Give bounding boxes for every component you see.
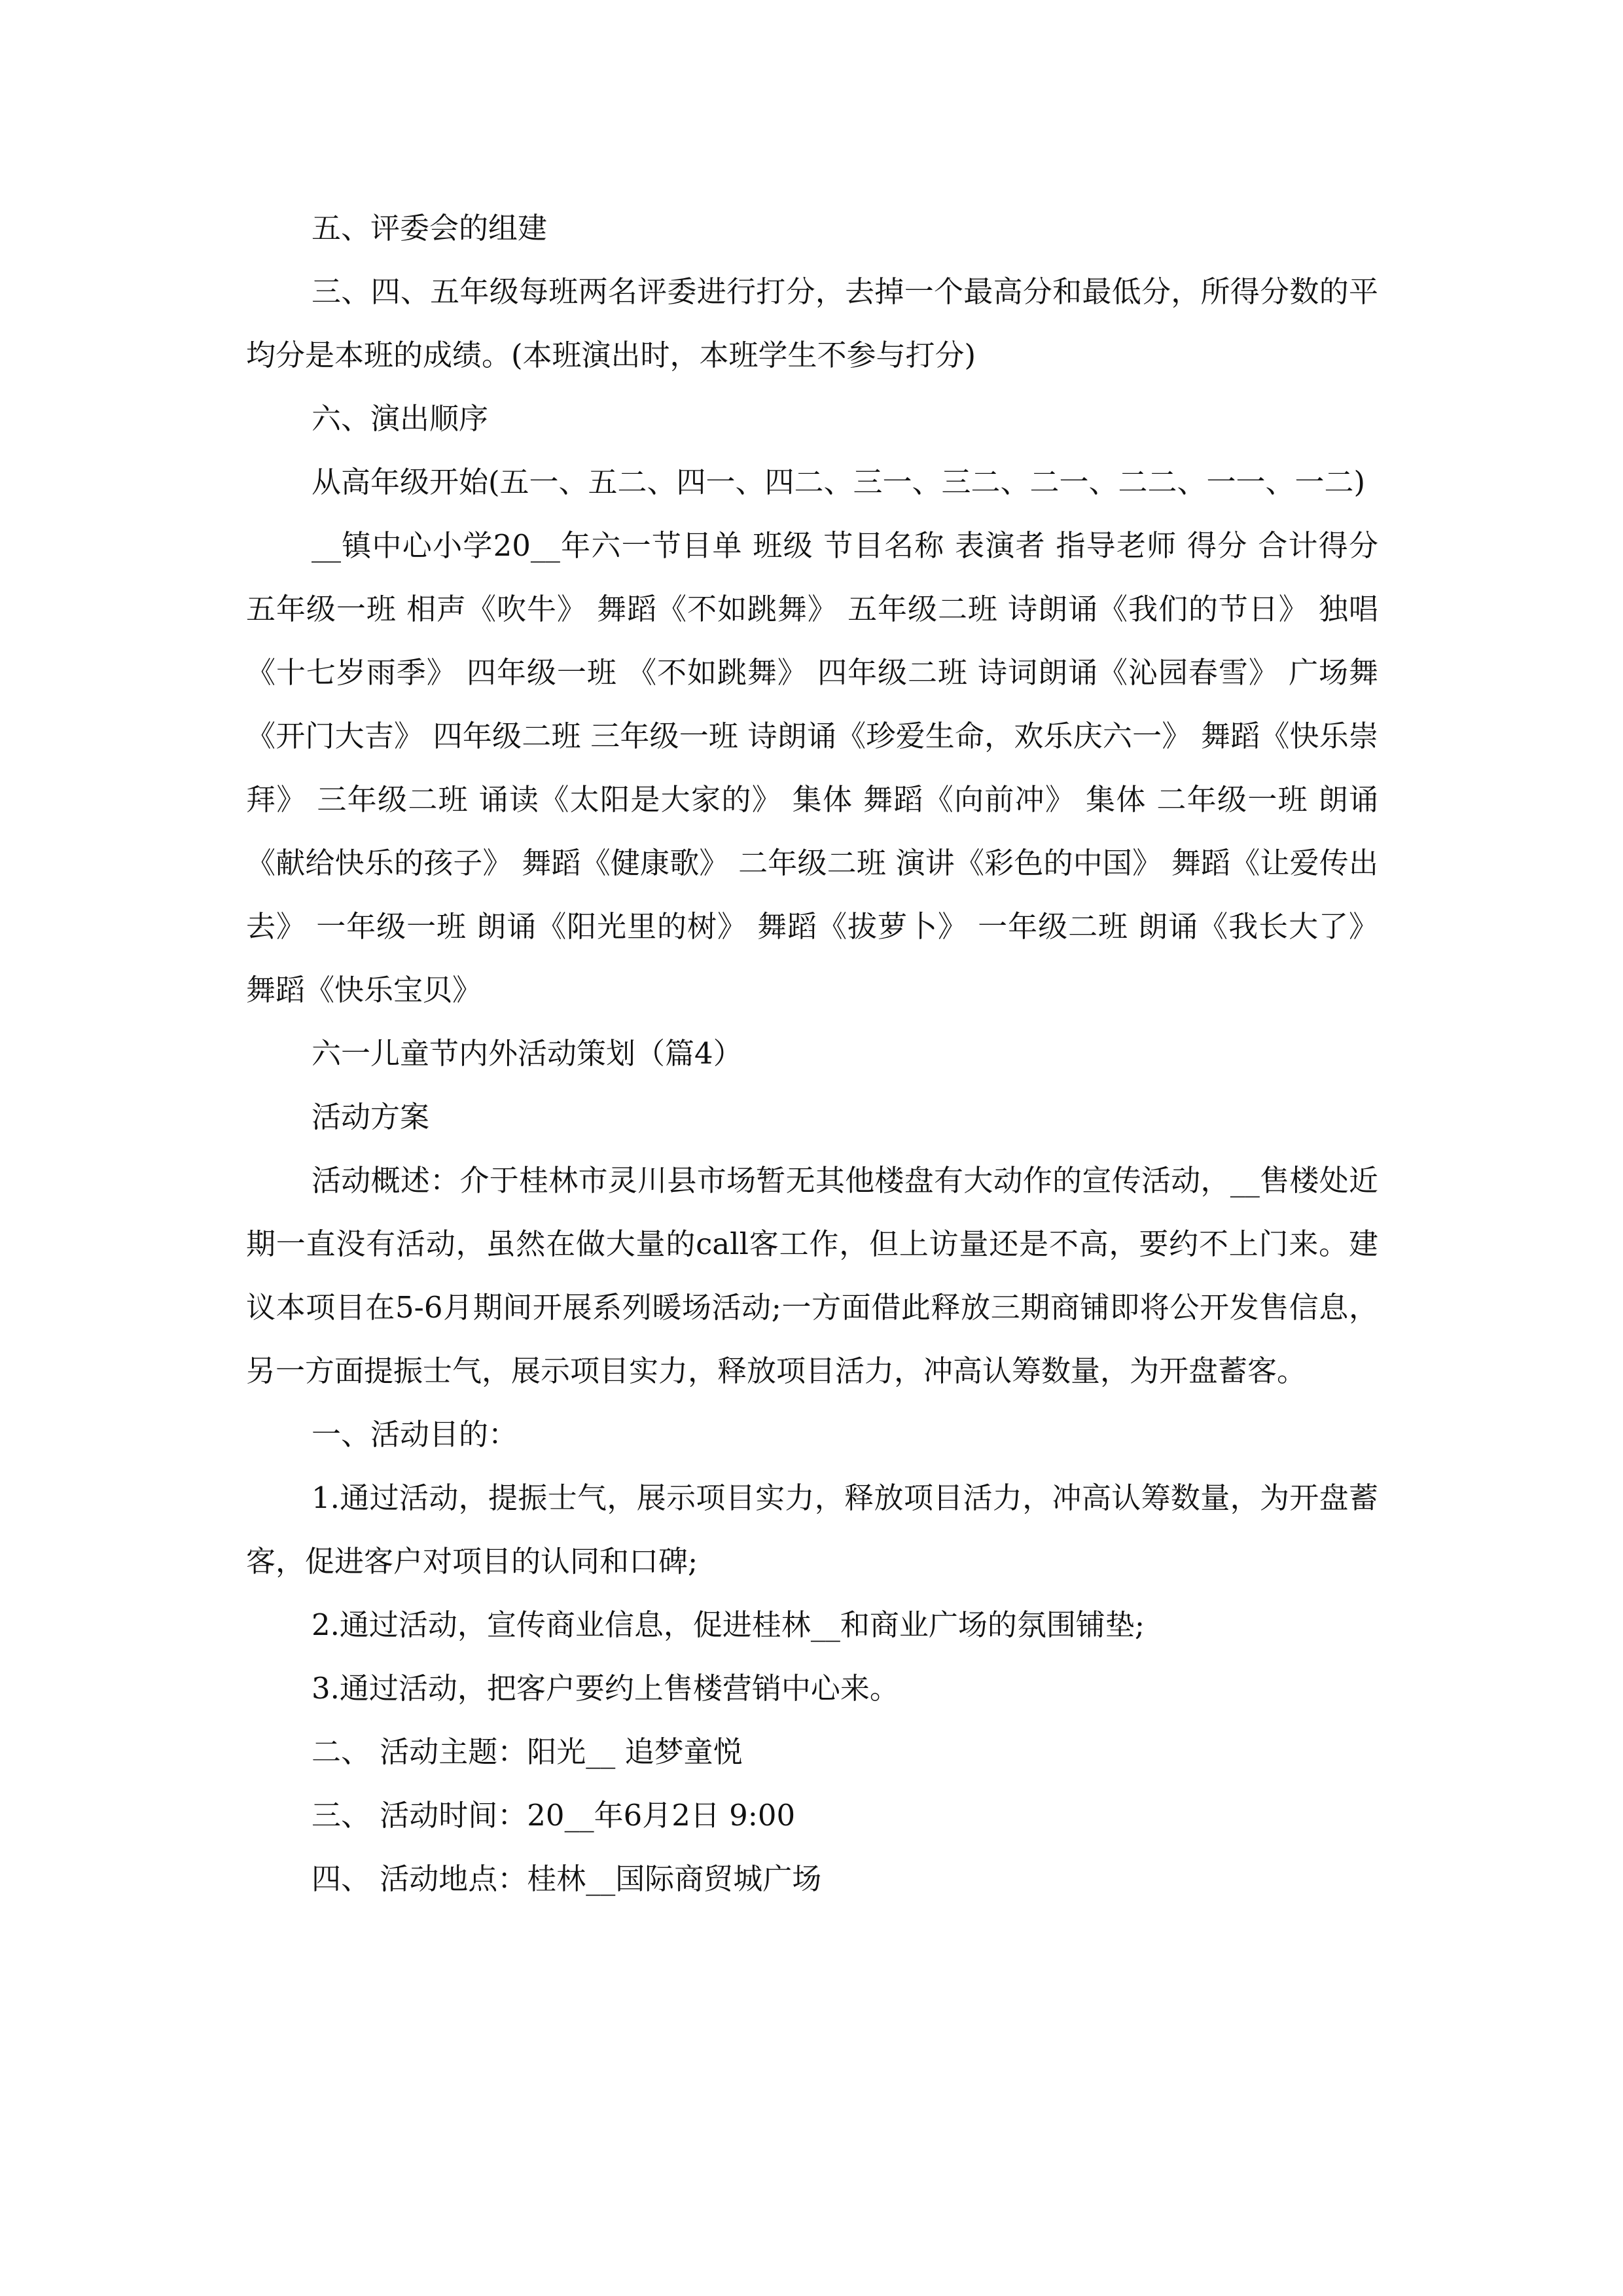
paragraph-program-list: __镇中心小学20__年六一节目单 班级 节目名称 表演者 指导老师 得分 合计得分 五年级一班 相声《吹牛》 舞蹈《不如跳舞》 五年级二班 诗朗诵《我们的节日》 独唱《十七岁雨季》 四年级一班 《不如跳舞》 四年级二班 诗词朗诵《沁园春雪》 广场舞《开门大吉》 四年级二班 三年级一班 诗朗诵《珍爱生命，欢乐庆六一》 舞蹈《快乐崇拜》 三年级二班 诵读《太阳是大家的》 集体 舞蹈《向前冲》 集体 二年级一班 朗诵《献给快乐的孩子》 舞蹈《健康歌》 二年级二班 演讲《彩色的中国》 舞蹈《让爱传出去》 一年级一班 朗诵《阳光里的树》 舞蹈《拔萝卜》 一年级二班 朗诵《我长大了》 舞蹈《快乐宝贝》 [246, 528, 1378, 1007]
paragraph-theme: 二、 活动主题：阳光__ 追梦童悦 [312, 1734, 743, 1769]
document-body [246, 196, 1378, 1910]
paragraph-location: 四、 活动地点：桂林__国际商贸城广场 [312, 1861, 822, 1896]
list-item-goal-1: 1.通过活动，提振士气，展示项目实力，释放项目活力，冲高认筹数量，为开盘蓄客，促进客户对项目的认同和口碑; [246, 1480, 1378, 1579]
paragraph-judging-rules: 三、四、五年级每班两名评委进行打分，去掉一个最高分和最低分，所得分数的平均分是本班的成绩。(本班演出时，本班学生不参与打分) [246, 274, 1378, 372]
heading-activity-plan: 活动方案 [312, 1100, 430, 1134]
paragraph-performance-order: 从高年级开始(五一、五二、四一、四二、三一、三二、二一、二二、一一、一二) [312, 465, 1366, 499]
heading-jury: 五、评委会的组建 [312, 211, 548, 245]
list-item-goal-2: 2.通过活动，宣传商业信息，促进桂林__和商业广场的氛围铺垫; [312, 1607, 1145, 1642]
paragraph-time: 三、 活动时间：20__年6月2日 9:00 [312, 1798, 796, 1833]
heading-goals: 一、活动目的： [312, 1417, 518, 1452]
section-title: 六一儿童节内外活动策划（篇4） [312, 1036, 743, 1071]
list-item-goal-3: 3.通过活动，把客户要约上售楼营销中心来。 [312, 1671, 899, 1706]
heading-performance-order: 六、演出顺序 [312, 401, 489, 436]
paragraph-overview: 活动概述：介于桂林市灵川县市场暂无其他楼盘有大动作的宣传活动，__售楼处近期一直没有活动，虽然在做大量的call客工作，但上访量还是不高，要约不上门来。建议本项目在5-6月期间开展系列暖场活动;一方面借此释放三期商铺即将公开发售信息，另一方面提振士气，展示项目实力，释放项目活力，冲高认筹数量，为开盘蓄客。 [246, 1163, 1378, 1388]
